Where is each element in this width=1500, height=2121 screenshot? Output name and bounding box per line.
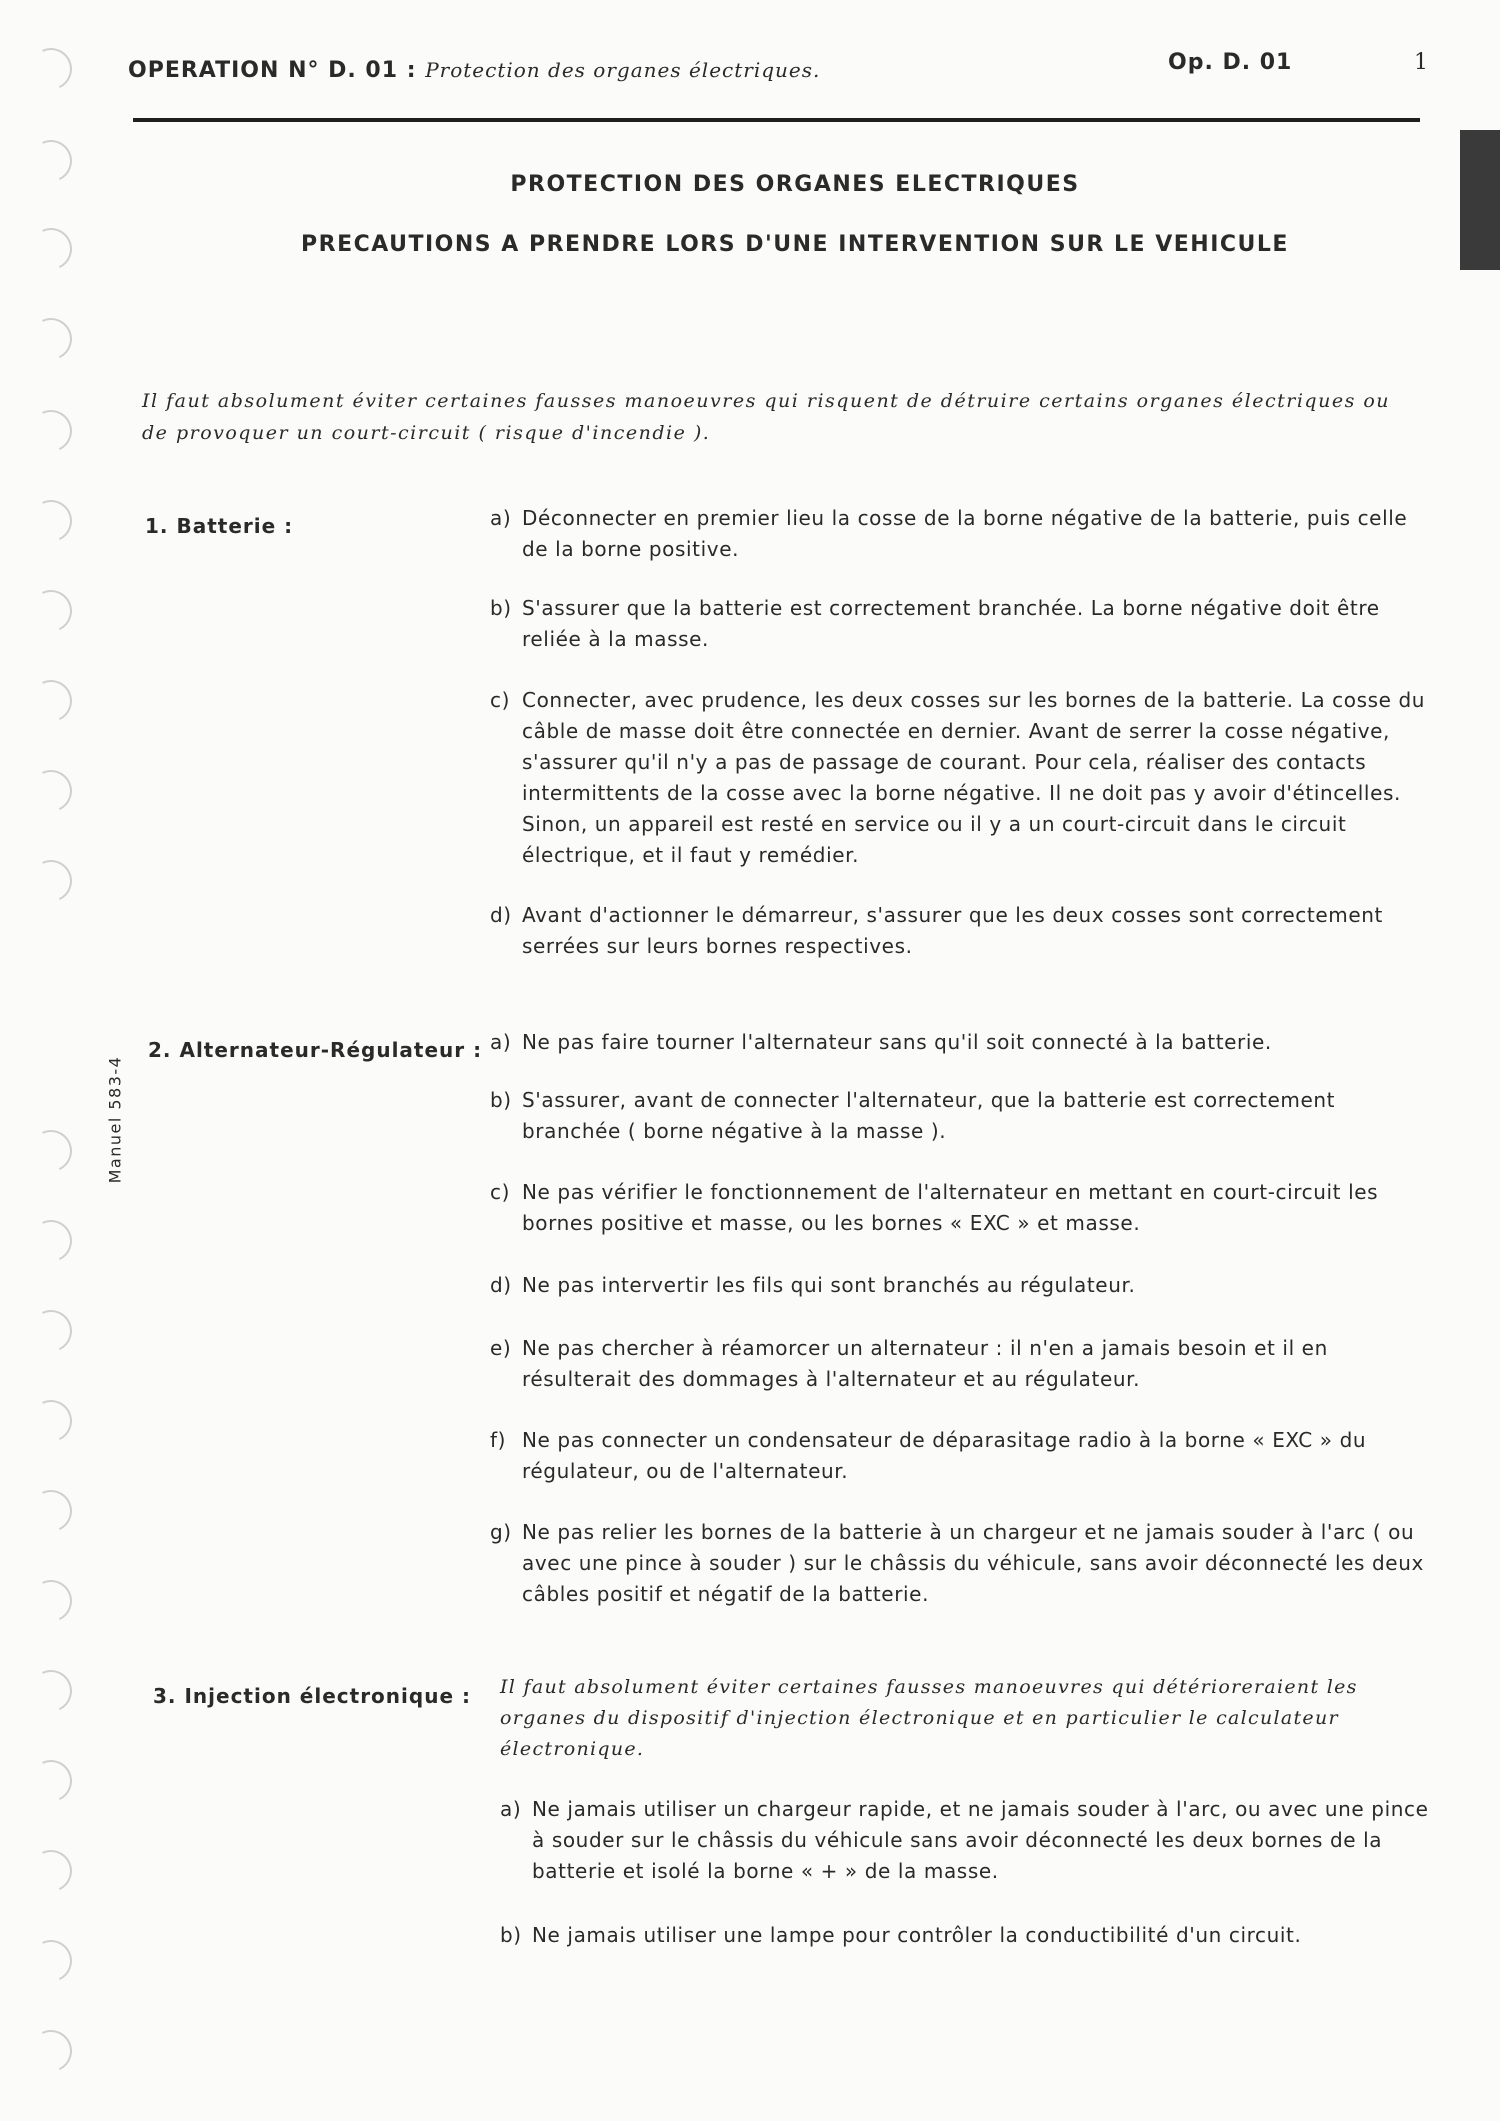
- item-letter: c): [490, 688, 510, 712]
- item-letter: g): [490, 1520, 512, 1544]
- binder-hole: [24, 764, 78, 818]
- item-letter: c): [490, 1180, 510, 1204]
- binder-hole: [24, 854, 78, 908]
- list-item: [490, 503, 1430, 565]
- binder-hole: [24, 1574, 78, 1628]
- item-text: Ne pas relier les bornes de la batterie à un chargeur et ne jamais souder à l'arc ( ou avec une pince à souder ) sur le châssis du véhicule, sans avoir déconnecté les deux câbles positif et négatif de la batterie.: [522, 1520, 1424, 1606]
- list-item: [490, 1027, 1430, 1058]
- item-text: Ne pas faire tourner l'alternateur sans qu'il soit connecté à la batterie.: [522, 1030, 1272, 1054]
- list-item: [490, 685, 1430, 871]
- list-item: [490, 1333, 1430, 1395]
- operation-reference: Op. D. 01: [1168, 50, 1293, 75]
- list-item: [500, 1920, 1440, 1951]
- binder-hole: [24, 1304, 78, 1358]
- item-letter: f): [490, 1428, 507, 1452]
- binder-hole: [24, 312, 78, 366]
- binder-hole: [24, 1394, 78, 1448]
- item-letter: e): [490, 1336, 512, 1360]
- binder-hole: [24, 1664, 78, 1718]
- item-text: Ne pas vérifier le fonctionnement de l'alternateur en mettant en court-circuit les bornes positive et masse, ou les bornes « EXC » et masse.: [522, 1180, 1379, 1235]
- binder-hole: [24, 1934, 78, 1988]
- binder-hole: [24, 1484, 78, 1538]
- list-item: [490, 1517, 1430, 1610]
- item-text: Connecter, avec prudence, les deux cosses sur les bornes de la batterie. La cosse du câble de masse doit être connectée en dernier. Avant de serrer la cosse négative, s'assurer qu'il n'y a pas de passage de courant. Pour cela, réaliser des contacts intermittents de la cosse avec la borne négative. Il ne doit pas y avoir d'étincelles. Sinon, un appareil est resté en service ou il y a un court-circuit dans le circuit électrique, et il faut y remédier.: [522, 688, 1426, 867]
- list-item: [490, 1425, 1430, 1487]
- item-letter: a): [490, 506, 512, 530]
- item-letter: b): [500, 1923, 522, 1947]
- item-letter: d): [490, 903, 512, 927]
- binder-hole: [24, 1214, 78, 1268]
- list-item: [490, 1085, 1430, 1147]
- binder-hole: [24, 42, 78, 96]
- intro-paragraph: Il faut absolument éviter certaines fausses manoeuvres qui risquent de détruire certains organes électriques ou de provoquer un court-circuit ( risque d'incendie ).: [142, 390, 1391, 444]
- item-letter: d): [490, 1273, 512, 1297]
- section-title-injection-electronique: 3. Injection électronique :: [153, 1684, 471, 1708]
- item-text: Ne jamais utiliser une lampe pour contrôler la conductibilité d'un circuit.: [532, 1923, 1302, 1947]
- item-text: Ne pas connecter un condensateur de déparasitage radio à la borne « EXC » du régulateur, ou de l'alternateur.: [522, 1428, 1367, 1483]
- page-number: 1: [1414, 50, 1428, 75]
- sub-heading: PRECAUTIONS A PRENDRE LORS D'UNE INTERVENTION SUR LE VEHICULE: [301, 232, 1289, 257]
- item-letter: a): [500, 1797, 522, 1821]
- list-item: [490, 593, 1430, 655]
- injection-intro-paragraph: Il faut absolument éviter certaines fausses manoeuvres qui détérioreraient les organes du dispositif d'injection électronique et en particulier le calculateur électronique.: [500, 1676, 1358, 1760]
- item-text: Ne jamais utiliser un chargeur rapide, et ne jamais souder à l'arc, ou avec une pince à souder sur le châssis du véhicule sans avoir déconnecté les deux bornes de la batterie et isolé la borne « + » de la masse.: [532, 1797, 1429, 1883]
- binder-hole: [24, 2024, 78, 2078]
- item-text: S'assurer, avant de connecter l'alternateur, que la batterie est correctement branchée ( borne négative à la masse ).: [522, 1088, 1336, 1143]
- item-text: Avant d'actionner le démarreur, s'assurer que les deux cosses sont correctement serrées sur leurs bornes respectives.: [522, 903, 1383, 958]
- item-letter: a): [490, 1030, 512, 1054]
- section-title-batterie: 1. Batterie :: [145, 514, 294, 538]
- binder-hole: [24, 584, 78, 638]
- item-letter: b): [490, 1088, 512, 1112]
- binder-hole: [24, 1754, 78, 1808]
- list-item: [500, 1794, 1440, 1887]
- binder-hole: [24, 494, 78, 548]
- item-text: Ne pas intervertir les fils qui sont branchés au régulateur.: [522, 1273, 1136, 1297]
- binder-hole: [24, 404, 78, 458]
- list-item: [490, 900, 1430, 962]
- item-text: Déconnecter en premier lieu la cosse de la borne négative de la batterie, puis celle de la borne positive.: [522, 506, 1408, 561]
- list-item: [490, 1270, 1430, 1301]
- binder-hole: [24, 1124, 78, 1178]
- item-letter: b): [490, 596, 512, 620]
- operation-title: Protection des organes électriques.: [425, 58, 821, 82]
- manual-reference-label: Manuel 583-4: [105, 1055, 125, 1184]
- operation-label: OPERATION N° D. 01 :: [128, 58, 417, 83]
- header-divider: [133, 118, 1420, 122]
- section-title-alternateur-regulateur: 2. Alternateur-Régulateur :: [148, 1038, 483, 1062]
- item-text: Ne pas chercher à réamorcer un alternateur : il n'en a jamais besoin et il en résulterait des dommages à l'alternateur et au régulateur.: [522, 1336, 1328, 1391]
- main-heading: PROTECTION DES ORGANES ELECTRIQUES: [510, 172, 1080, 197]
- binder-hole: [24, 674, 78, 728]
- item-text: S'assurer que la batterie est correctement branchée. La borne négative doit être reliée à la masse.: [522, 596, 1380, 651]
- list-item: [490, 1177, 1430, 1239]
- binder-hole: [24, 1844, 78, 1898]
- operation-header: [128, 58, 820, 83]
